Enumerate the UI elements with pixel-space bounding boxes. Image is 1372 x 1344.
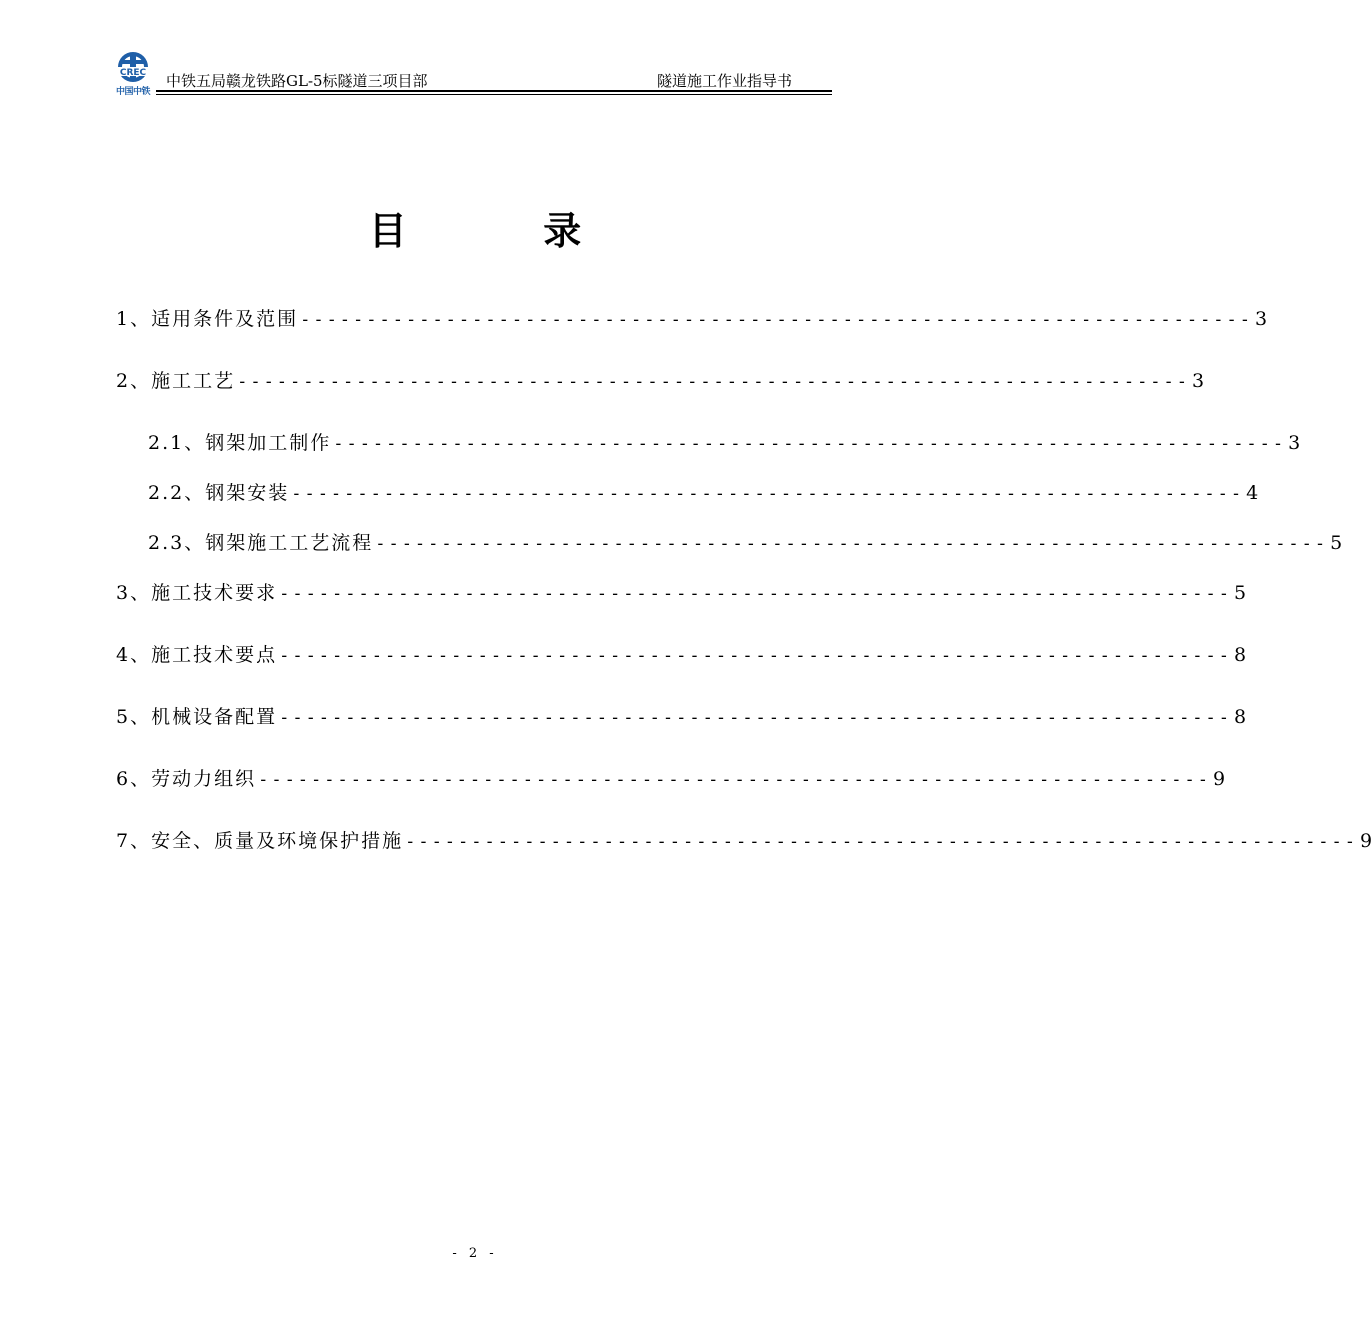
toc-leader: ------------------------------------------------------------------------	[258, 770, 1212, 790]
toc-entry-page: 5	[1234, 582, 1247, 604]
toc-entry-page: 8	[1234, 706, 1247, 728]
toc-entry-page: 4	[1246, 482, 1259, 504]
toc-entry[interactable]	[148, 478, 1259, 505]
toc-entry[interactable]	[148, 428, 1301, 455]
toc-entry-label: 2.1、钢架加工制作	[148, 432, 332, 454]
toc-entry[interactable]	[116, 764, 1226, 791]
toc-entry[interactable]	[116, 640, 1247, 667]
toc-leader: ------------------------------------------------------------------------	[279, 584, 1233, 604]
toc-leader: ------------------------------------------------------------------------	[300, 310, 1254, 330]
toc-leader: ------------------------------------------------------------------------	[375, 534, 1329, 554]
toc-entry-page: 3	[1192, 370, 1205, 392]
toc-entry[interactable]	[116, 702, 1247, 729]
toc-entry-label: 2、施工工艺	[116, 370, 236, 392]
logo-letters: CREC	[119, 68, 147, 78]
toc-entry-label: 2.2、钢架安装	[148, 482, 290, 504]
toc-entry-page: 3	[1288, 432, 1301, 454]
toc-entry-label: 7、安全、质量及环境保护措施	[116, 830, 404, 852]
toc-entry-label: 5、机械设备配置	[116, 706, 278, 728]
toc-entry[interactable]	[116, 826, 1372, 853]
toc-entry-label: 1、适用条件及范围	[116, 308, 299, 330]
toc-entry[interactable]	[116, 366, 1205, 393]
toc-entry-page: 9	[1213, 768, 1226, 790]
toc-leader: ------------------------------------------------------------------------	[405, 832, 1359, 852]
toc-leader: ------------------------------------------------------------------------	[279, 708, 1233, 728]
toc-entry-label: 3、施工技术要求	[116, 582, 278, 604]
toc-leader: ------------------------------------------------------------------------	[333, 434, 1287, 454]
toc-entry-label: 6、劳动力组织	[116, 768, 257, 790]
toc-entry-label: 4、施工技术要点	[116, 644, 278, 666]
toc-entry-page: 9	[1360, 830, 1372, 852]
page-number: - 2 -	[452, 1246, 498, 1261]
toc-leader: ------------------------------------------------------------------------	[279, 646, 1233, 666]
title-char-2: 录	[543, 208, 582, 253]
header-document-name: 隧道施工作业指导书	[656, 72, 792, 90]
toc-leader: ------------------------------------------------------------------------	[291, 484, 1245, 504]
toc-leader: ------------------------------------------------------------------------	[237, 372, 1191, 392]
header-project-name: 中铁五局赣龙铁路GL-5标隧道三项目部	[166, 72, 428, 90]
toc-entry-page: 5	[1330, 532, 1343, 554]
toc-entry-page: 3	[1255, 308, 1268, 330]
toc-entry-label: 2.3、钢架施工工艺流程	[148, 532, 374, 554]
toc-entry[interactable]	[116, 304, 1268, 331]
title-char-1: 目	[368, 208, 407, 253]
logo-caption: 中国中铁	[115, 87, 150, 97]
toc-entry-page: 8	[1234, 644, 1247, 666]
toc-entry[interactable]	[148, 528, 1343, 555]
toc-entry[interactable]	[116, 578, 1247, 605]
